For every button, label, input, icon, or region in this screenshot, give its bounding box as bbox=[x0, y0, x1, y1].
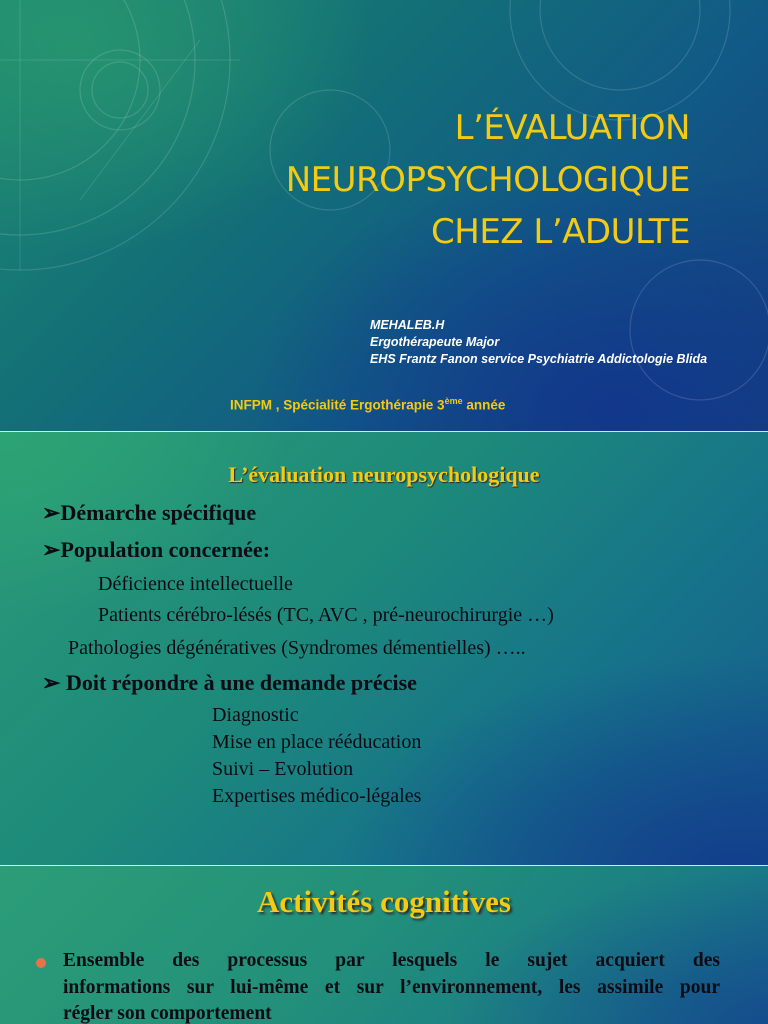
evaluation-slide bbox=[0, 432, 768, 866]
title-line-2: NEUROPSYCHOLOGIQUE bbox=[285, 160, 690, 200]
institution-sup: ème bbox=[444, 396, 463, 406]
author-affiliation: EHS Frantz Fanon service Psychiatrie Addictologie Blida bbox=[370, 352, 708, 366]
institution-line bbox=[230, 396, 505, 413]
population-item: Déficience intellectuelle bbox=[98, 573, 293, 595]
demande-item: Suivi – Evolution bbox=[212, 758, 354, 780]
title-slide bbox=[0, 0, 768, 432]
bullet-population-text: Population concernée: bbox=[60, 537, 271, 562]
demande-item: Diagnostic bbox=[212, 704, 299, 726]
population-item: Patients cérébro-lésés (TC, AVC , pré-neurochirurgie …) bbox=[98, 604, 554, 626]
bullet-demande bbox=[42, 670, 417, 696]
institution-suffix: année bbox=[462, 397, 506, 413]
demande-item: Expertises médico-légales bbox=[212, 785, 422, 807]
body-line-1: Ensemble des processus par lesquels le sujet acquiert des bbox=[63, 950, 720, 971]
bullet-demarche bbox=[42, 500, 256, 526]
cognitive-activities-slide bbox=[0, 866, 768, 1024]
population-item: Pathologies dégénératives (Syndromes démentielles) ….. bbox=[68, 637, 526, 659]
bullet-dot-icon bbox=[36, 958, 46, 968]
arrow-bullet-icon: ➢ bbox=[42, 537, 61, 562]
title-line-3: CHEZ L’ADULTE bbox=[431, 212, 690, 252]
arrow-bullet-icon: ➢ bbox=[42, 500, 61, 525]
author-name: MEHALEB.H bbox=[370, 318, 445, 332]
author-role: Ergothérapeute Major bbox=[370, 335, 500, 349]
institution-prefix: INFPM , Spécialité Ergothérapie 3 bbox=[230, 397, 445, 413]
slide2-heading: L’évaluation neuropsychologique bbox=[228, 462, 540, 487]
demande-item: Mise en place rééducation bbox=[212, 731, 422, 753]
bullet-demarche-text: Démarche spécifique bbox=[60, 500, 257, 525]
body-line-2: informations sur lui-même et sur l’environnement, les assimile pour bbox=[63, 977, 720, 998]
bullet-demande-text: Doit répondre à une demande précise bbox=[60, 670, 417, 695]
arrow-bullet-icon: ➢ bbox=[42, 670, 61, 695]
slide3-heading: Activités cognitives bbox=[257, 884, 511, 919]
body-line-3: régler son comportement bbox=[63, 1003, 272, 1024]
title-line-1: L’ÉVALUATION bbox=[454, 108, 690, 148]
bullet-population bbox=[42, 537, 270, 563]
